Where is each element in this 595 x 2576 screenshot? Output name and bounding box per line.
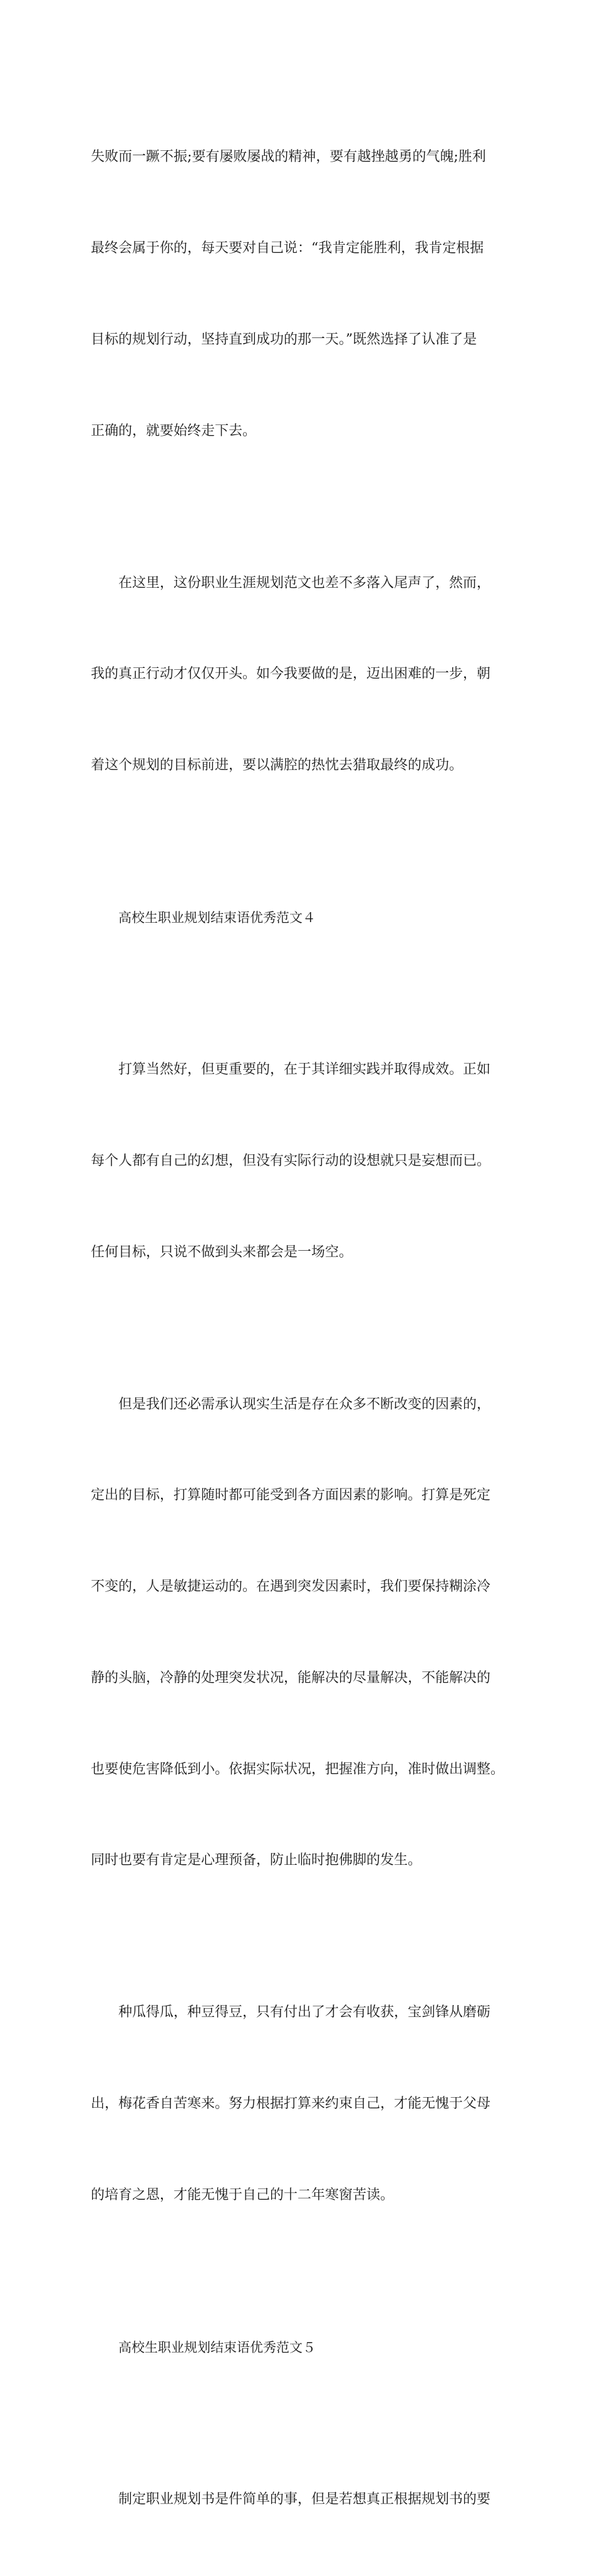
text-line: 最终会属于你的，每天要对自己说：“我肯定能胜利，我肯定根据 (91, 240, 484, 256)
text-line: 种瓜得瓜，种豆得豆，只有付出了才会有收获，宝剑锋从磨砺 (118, 2004, 491, 2021)
text-line: 也要使危害降低到小。依据实际状况，把握准方向，准时做出调整。 (91, 1761, 505, 1777)
text-line: 制定职业规划书是件简单的事，但是若想真正根据规划书的要 (118, 2491, 491, 2507)
text-line: 正确的，就要始终走下去。 (91, 423, 257, 439)
text-line: 的培育之恩，才能无愧于自己的十二年寒窗苦读。 (91, 2187, 395, 2203)
text-line: 目标的规划行动，坚持直到成功的那一天。”既然选择了认准了是 (91, 331, 477, 347)
text-line: 定出的目标，打算随时都可能受到各方面因素的影响。打算是死定 (91, 1487, 491, 1504)
text-line: 任何目标，只说不做到头来都会是一场空。 (91, 1244, 353, 1260)
text-line: 不变的，人是敏捷运动的。在遇到突发因素时，我们要保持糊涂冷 (91, 1579, 491, 1595)
paragraph-3 (91, 994, 517, 1329)
text-line: 着这个规划的目标前进，要以满腔的热忱去猎取最终的成功。 (91, 757, 463, 774)
text-line: 在这里，这份职业生涯规划范文也差不多落入尾声了，然而， (118, 575, 491, 591)
document-body (91, 81, 517, 2576)
text-line: 我的真正行动才仅仅开头。如今我要做的是，迈出困难的一步，朝 (91, 666, 491, 682)
heading-text: 高校生职业规划结束语优秀范文５ (118, 2339, 316, 2355)
section-heading-4 (91, 842, 517, 994)
paragraph-4 (91, 1328, 517, 1937)
text-line: 同时也要有肯定是心理预备，防止临时抱佛脚的发生。 (91, 1852, 422, 1869)
text-line: 失败而一蹶不振;要有屡败屡战的精神，要有越挫越勇的气魄;胜利 (91, 149, 486, 165)
paragraph-2 (91, 507, 517, 842)
paragraph-1 (91, 81, 517, 507)
paragraph-6 (91, 2424, 517, 2576)
text-line: 出，梅花香自苦寒来。努力根据打算来约束自己，才能无愧于父母 (91, 2096, 491, 2112)
text-line: 但是我们还必需承认现实生活是存在众多不断改变的因素的， (118, 1396, 491, 1412)
paragraph-5 (91, 1937, 517, 2272)
text-line: 静的头脑，冷静的处理突发状况，能解决的尽量解决，不能解决的 (91, 1670, 491, 1686)
heading-text: 高校生职业规划结束语优秀范文４ (118, 910, 316, 926)
section-heading-5 (91, 2272, 517, 2424)
text-line: 打算当然好，但更重要的，在于其详细实践并取得成效。正如 (118, 1062, 491, 1077)
text-line: 每个人都有自己的幻想，但没有实际行动的设想就只是妄想而已。 (91, 1152, 491, 1169)
